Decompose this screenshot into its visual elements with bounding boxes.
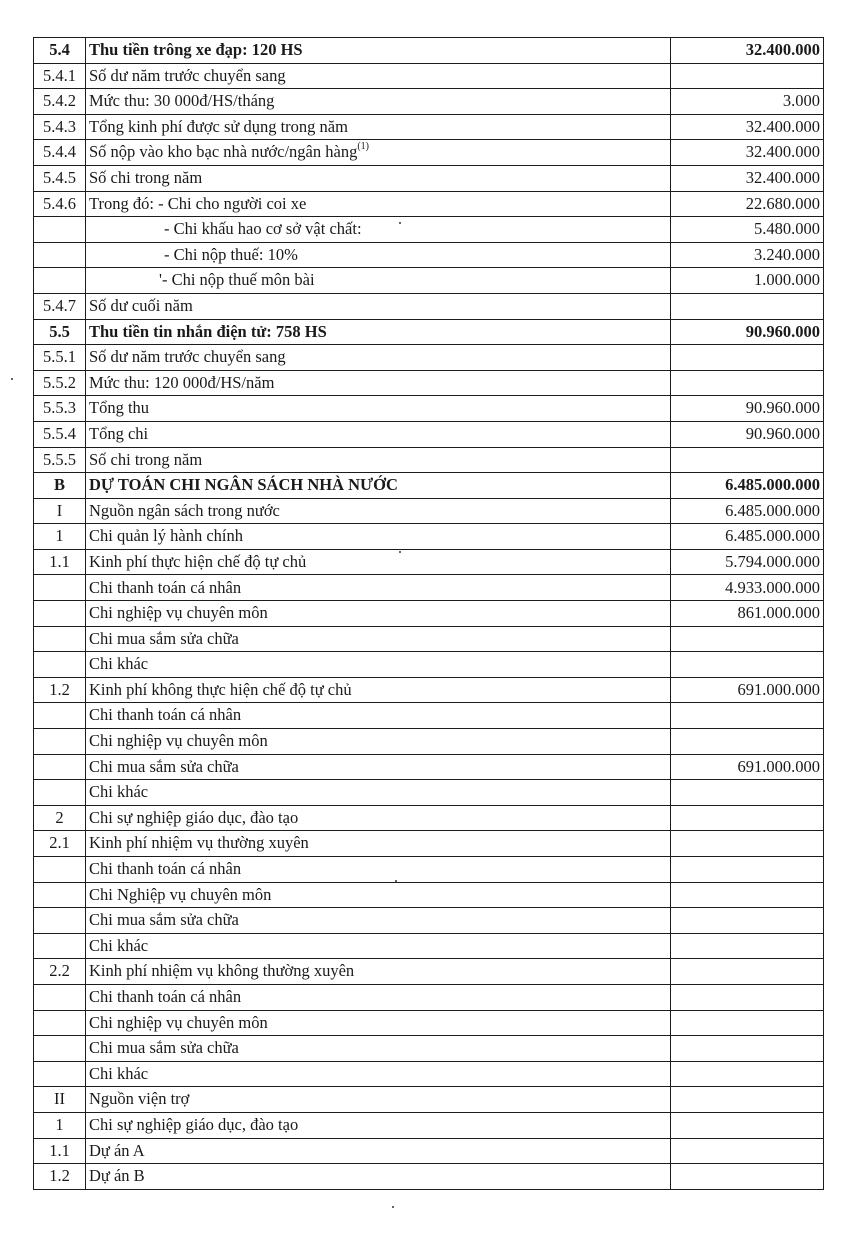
table-row: [34, 114, 824, 140]
row-code-cell: 1: [34, 1112, 86, 1138]
row-code-cell: [34, 754, 86, 780]
row-value-cell: [671, 1138, 824, 1164]
scan-speck: [392, 1206, 394, 1208]
row-content-cell: [86, 677, 671, 703]
row-value-cell: 1.000.000: [671, 268, 824, 294]
row-content-cell: [86, 396, 671, 422]
row-content-text: Trong đó: - Chi cho người coi xe: [89, 193, 307, 213]
row-value-cell: 32.400.000: [671, 38, 824, 64]
row-content-text: Số dư cuối năm: [89, 295, 193, 315]
row-value-cell: [671, 882, 824, 908]
table-row: [34, 1087, 824, 1113]
table-row: [34, 984, 824, 1010]
row-value-cell: 691.000.000: [671, 754, 824, 780]
row-content-text: Dự án B: [89, 1166, 145, 1186]
row-content-cell: [86, 933, 671, 959]
row-code-cell: 5.4.5: [34, 165, 86, 191]
row-content-text: Chi khác: [89, 782, 149, 802]
row-content-cell: [86, 857, 671, 883]
table-row: [34, 319, 824, 345]
row-content-text: Thu tiền tin nhắn điện tử: 758 HS: [89, 321, 327, 341]
footnote-marker: (1): [357, 141, 369, 153]
row-content-text: Nguồn ngân sách trong nước: [89, 500, 280, 520]
row-content-cell: [86, 63, 671, 89]
row-content-text: Số dư năm trước chuyển sang: [89, 65, 286, 85]
row-code-cell: 5.4.1: [34, 63, 86, 89]
row-code-cell: 5.5.5: [34, 447, 86, 473]
row-content-text: Chi sự nghiệp giáo dục, đào tạo: [89, 1114, 299, 1134]
row-content-cell: [86, 1087, 671, 1113]
row-content-cell: [86, 1138, 671, 1164]
table-row: [34, 396, 824, 422]
row-code-cell: 5.4.3: [34, 114, 86, 140]
row-code-cell: 2.1: [34, 831, 86, 857]
row-code-cell: 5.4.6: [34, 191, 86, 217]
row-content-text: DỰ TOÁN CHI NGÂN SÁCH NHÀ NƯỚC: [89, 475, 398, 495]
row-content-cell: [86, 370, 671, 396]
row-code-cell: [34, 217, 86, 243]
row-code-cell: [34, 1061, 86, 1087]
budget-table: [33, 37, 824, 1190]
row-code-cell: II: [34, 1087, 86, 1113]
row-content-text: Chi thanh toán cá nhân: [89, 577, 242, 597]
row-content-cell: [86, 1112, 671, 1138]
row-content-cell: [86, 1010, 671, 1036]
row-value-cell: 90.960.000: [671, 421, 824, 447]
table-row: [34, 959, 824, 985]
row-content-text: Chi khác: [89, 1063, 149, 1083]
row-value-cell: [671, 370, 824, 396]
row-value-cell: 32.400.000: [671, 114, 824, 140]
table-row: [34, 908, 824, 934]
table-row: [34, 293, 824, 319]
table-row: [34, 626, 824, 652]
table-row: [34, 549, 824, 575]
row-content-text: Dự án A: [89, 1140, 145, 1160]
row-content-cell: [86, 217, 671, 243]
row-code-cell: 5.4: [34, 38, 86, 64]
row-code-cell: [34, 933, 86, 959]
row-code-cell: [34, 857, 86, 883]
row-content-cell: [86, 165, 671, 191]
row-content-cell: [86, 293, 671, 319]
row-content-cell: [86, 1164, 671, 1190]
row-content-cell: [86, 601, 671, 627]
row-content-cell: [86, 729, 671, 755]
row-content-cell: [86, 447, 671, 473]
row-code-cell: 1.2: [34, 1164, 86, 1190]
row-content-cell: [86, 984, 671, 1010]
row-value-cell: [671, 703, 824, 729]
row-content-cell: [86, 882, 671, 908]
row-content-cell: [86, 242, 671, 268]
row-content-text: Kinh phí nhiệm vụ không thường xuyên: [89, 961, 355, 981]
budget-table-body: [34, 38, 824, 1190]
row-code-cell: [34, 626, 86, 652]
row-value-cell: [671, 1164, 824, 1190]
row-content-cell: [86, 524, 671, 550]
table-row: [34, 140, 824, 166]
table-row: [34, 857, 824, 883]
row-content-text: Chi khác: [89, 654, 149, 674]
row-code-cell: 1.2: [34, 677, 86, 703]
table-row: [34, 601, 824, 627]
row-code-cell: [34, 575, 86, 601]
row-code-cell: I: [34, 498, 86, 524]
row-value-cell: 3.000: [671, 89, 824, 115]
row-content-text: Chi quản lý hành chính: [89, 526, 243, 546]
row-content-text: Nguồn viện trợ: [89, 1089, 190, 1109]
row-code-cell: 1.1: [34, 1138, 86, 1164]
table-row: [34, 165, 824, 191]
row-value-cell: 5.794.000.000: [671, 549, 824, 575]
row-value-cell: 32.400.000: [671, 165, 824, 191]
row-content-text: Kinh phí nhiệm vụ thường xuyên: [89, 833, 309, 853]
scan-speck: [395, 880, 397, 882]
row-code-cell: [34, 780, 86, 806]
row-content-cell: [86, 498, 671, 524]
row-content-cell: [86, 191, 671, 217]
table-row: [34, 831, 824, 857]
table-row: [34, 805, 824, 831]
row-content-cell: [86, 805, 671, 831]
row-content-text: Số chi trong năm: [89, 168, 203, 188]
row-code-cell: [34, 652, 86, 678]
row-content-text: Chi nghiệp vụ chuyên môn: [89, 603, 268, 623]
row-value-cell: [671, 729, 824, 755]
table-row: [34, 729, 824, 755]
row-value-cell: 6.485.000.000: [671, 524, 824, 550]
row-content-text: Số nộp vào kho bạc nhà nước/ngân hàng: [89, 142, 358, 162]
table-row: [34, 754, 824, 780]
row-code-cell: [34, 1036, 86, 1062]
row-content-text: Mức thu: 30 000đ/HS/tháng: [89, 91, 275, 111]
row-content-text: Chi khác: [89, 935, 149, 955]
row-value-cell: [671, 1036, 824, 1062]
row-content-cell: [86, 38, 671, 64]
row-content-cell: [86, 703, 671, 729]
row-content-cell: [86, 780, 671, 806]
table-row: [34, 677, 824, 703]
row-content-text: Tổng chi: [89, 423, 149, 443]
table-row: [34, 882, 824, 908]
row-value-cell: [671, 984, 824, 1010]
row-content-text: Chi nghiệp vụ chuyên môn: [89, 731, 268, 751]
table-row: [34, 421, 824, 447]
table-row: [34, 89, 824, 115]
row-code-cell: 5.5: [34, 319, 86, 345]
row-value-cell: [671, 908, 824, 934]
row-content-text: Chi mua sắm sửa chữa: [89, 1038, 239, 1058]
row-code-cell: 5.4.2: [34, 89, 86, 115]
row-value-cell: 691.000.000: [671, 677, 824, 703]
row-code-cell: [34, 601, 86, 627]
row-value-cell: [671, 63, 824, 89]
row-value-cell: [671, 345, 824, 371]
row-content-cell: [86, 754, 671, 780]
row-value-cell: [671, 933, 824, 959]
row-content-cell: [86, 473, 671, 499]
row-content-cell: [86, 652, 671, 678]
row-content-text: Chi nghiệp vụ chuyên môn: [89, 1012, 268, 1032]
row-value-cell: 22.680.000: [671, 191, 824, 217]
row-content-text: - Chi khấu hao cơ sở vật chất:: [164, 219, 362, 239]
row-content-text: - Chi nộp thuế: 10%: [164, 244, 298, 264]
row-content-cell: [86, 421, 671, 447]
row-content-cell: [86, 89, 671, 115]
row-content-text: Kinh phí thực hiện chế độ tự chủ: [89, 551, 307, 571]
row-content-cell: [86, 268, 671, 294]
row-code-cell: 1: [34, 524, 86, 550]
row-value-cell: [671, 805, 824, 831]
row-content-cell: [86, 1036, 671, 1062]
table-row: [34, 345, 824, 371]
row-content-cell: [86, 959, 671, 985]
row-code-cell: [34, 729, 86, 755]
row-value-cell: 6.485.000.000: [671, 473, 824, 499]
table-row: [34, 447, 824, 473]
table-row: [34, 703, 824, 729]
row-content-text: Chi thanh toán cá nhân: [89, 859, 242, 879]
row-value-cell: [671, 1061, 824, 1087]
table-row: [34, 191, 824, 217]
row-value-cell: 4.933.000.000: [671, 575, 824, 601]
table-row: [34, 242, 824, 268]
table-row: [34, 63, 824, 89]
row-content-cell: [86, 140, 671, 166]
row-content-text: Số chi trong năm: [89, 449, 203, 469]
table-row: [34, 38, 824, 64]
table-row: [34, 498, 824, 524]
row-content-text: Chi Nghiệp vụ chuyên môn: [89, 884, 272, 904]
row-code-cell: 5.5.3: [34, 396, 86, 422]
row-value-cell: 5.480.000: [671, 217, 824, 243]
row-content-text: '- Chi nộp thuế môn bài: [159, 270, 315, 290]
row-content-text: Tổng kinh phí được sử dụng trong năm: [89, 116, 348, 136]
table-row: [34, 524, 824, 550]
row-code-cell: 2: [34, 805, 86, 831]
row-content-text: Chi thanh toán cá nhân: [89, 987, 242, 1007]
row-value-cell: [671, 652, 824, 678]
row-code-cell: 5.4.4: [34, 140, 86, 166]
row-code-cell: [34, 984, 86, 1010]
table-row: [34, 217, 824, 243]
row-value-cell: [671, 1010, 824, 1036]
row-value-cell: [671, 1112, 824, 1138]
table-row: [34, 933, 824, 959]
row-code-cell: B: [34, 473, 86, 499]
scan-speck: [11, 378, 13, 380]
row-content-text: Chi mua sắm sửa chữa: [89, 756, 239, 776]
row-code-cell: [34, 242, 86, 268]
row-value-cell: [671, 857, 824, 883]
row-content-text: Số dư năm trước chuyển sang: [89, 347, 286, 367]
row-code-cell: [34, 1010, 86, 1036]
row-code-cell: [34, 882, 86, 908]
table-row: [34, 652, 824, 678]
row-content-text: Thu tiền trông xe đạp: 120 HS: [89, 40, 303, 60]
row-value-cell: [671, 959, 824, 985]
row-content-cell: [86, 1061, 671, 1087]
row-code-cell: 5.5.4: [34, 421, 86, 447]
row-code-cell: [34, 908, 86, 934]
row-content-cell: [86, 575, 671, 601]
table-row: [34, 1164, 824, 1190]
row-value-cell: 861.000.000: [671, 601, 824, 627]
scan-speck: [399, 551, 401, 553]
row-value-cell: [671, 780, 824, 806]
table-row: [34, 1112, 824, 1138]
row-value-cell: 3.240.000: [671, 242, 824, 268]
budget-document-page: [33, 37, 823, 1190]
table-row: [34, 1061, 824, 1087]
row-code-cell: 5.5.1: [34, 345, 86, 371]
row-value-cell: 6.485.000.000: [671, 498, 824, 524]
row-content-cell: [86, 114, 671, 140]
table-row: [34, 575, 824, 601]
row-content-text: Mức thu: 120 000đ/HS/năm: [89, 372, 275, 392]
row-code-cell: [34, 703, 86, 729]
row-value-cell: [671, 831, 824, 857]
row-content-text: Chi sự nghiệp giáo dục, đào tạo: [89, 807, 299, 827]
table-row: [34, 1138, 824, 1164]
row-code-cell: 5.4.7: [34, 293, 86, 319]
row-content-cell: [86, 908, 671, 934]
row-content-cell: [86, 831, 671, 857]
table-row: [34, 268, 824, 294]
row-code-cell: 2.2: [34, 959, 86, 985]
row-content-cell: [86, 345, 671, 371]
table-row: [34, 473, 824, 499]
table-row: [34, 370, 824, 396]
row-code-cell: 5.5.2: [34, 370, 86, 396]
row-value-cell: [671, 1087, 824, 1113]
row-content-text: Chi mua sắm sửa chữa: [89, 910, 239, 930]
row-content-text: Kinh phí không thực hiện chế độ tự chủ: [89, 679, 352, 699]
scan-speck: [399, 222, 401, 224]
row-value-cell: 90.960.000: [671, 396, 824, 422]
table-row: [34, 780, 824, 806]
row-value-cell: [671, 626, 824, 652]
row-value-cell: 32.400.000: [671, 140, 824, 166]
row-value-cell: [671, 293, 824, 319]
table-row: [34, 1036, 824, 1062]
row-content-text: Chi mua sắm sửa chữa: [89, 628, 239, 648]
row-content-cell: [86, 549, 671, 575]
row-code-cell: 1.1: [34, 549, 86, 575]
table-row: [34, 1010, 824, 1036]
row-content-text: Chi thanh toán cá nhân: [89, 705, 242, 725]
row-content-text: Tổng thu: [89, 398, 150, 418]
row-value-cell: 90.960.000: [671, 319, 824, 345]
row-code-cell: [34, 268, 86, 294]
row-value-cell: [671, 447, 824, 473]
row-content-cell: [86, 626, 671, 652]
row-content-cell: [86, 319, 671, 345]
